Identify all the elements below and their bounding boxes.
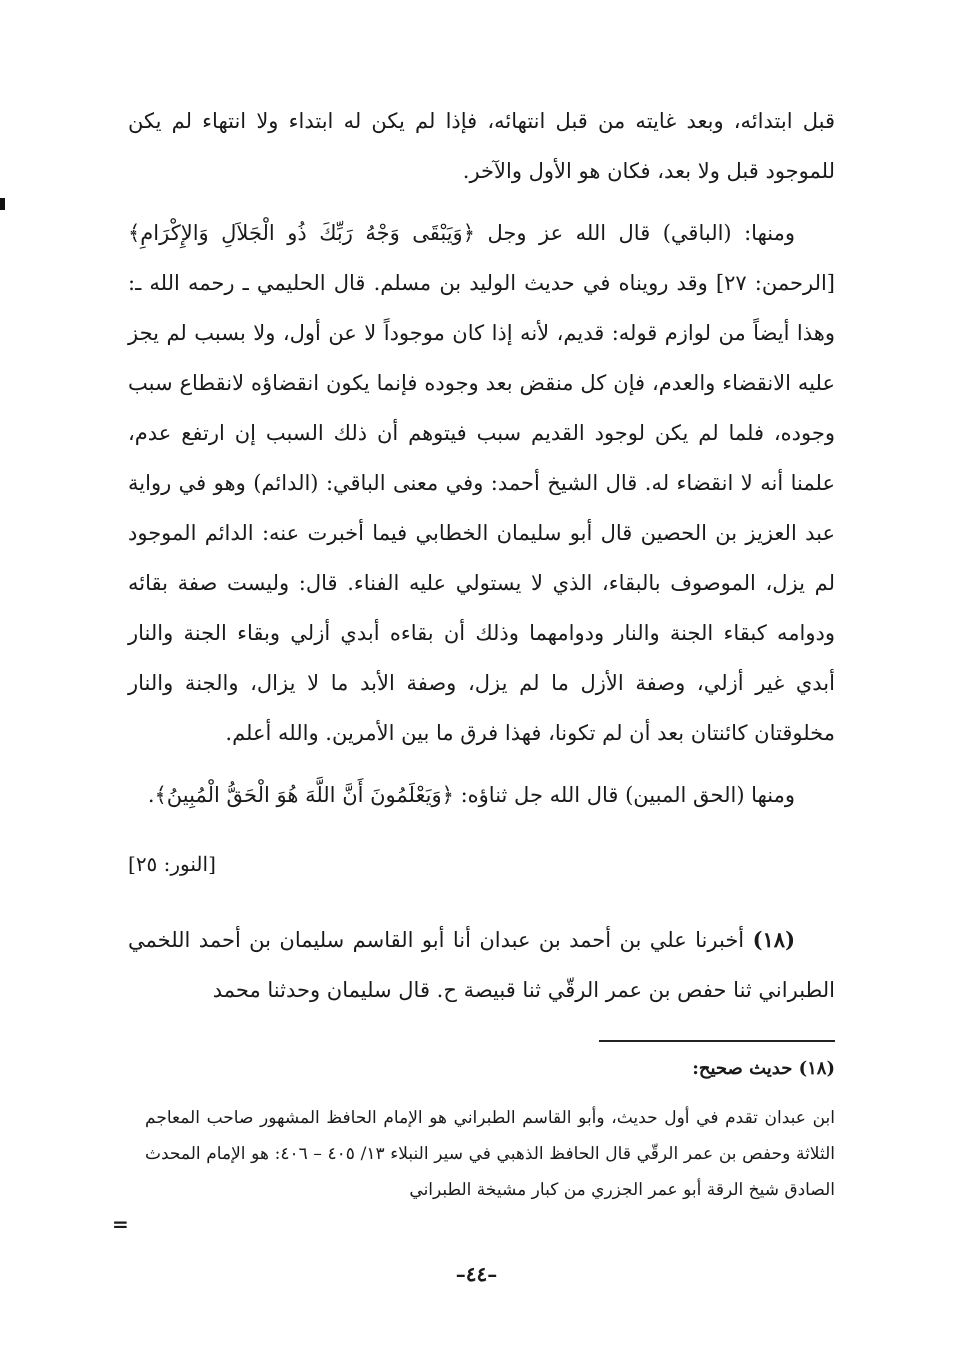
footnote-divider [599, 1040, 835, 1042]
baqi-paragraph: ومنها: (الباقي) قال الله عز وجل ﴿وَيَبْقَى وَجْهُ رَبِّكَ ذُو الْجَلاَلِ وَالإِكْرَامِ﴾ [الرحمن: ٢٧] وقد رويناه في حديث الوليد بن مسلم. قال الحليمي ـ رحمه الله ـ: وهذا أيضاً من لوازم قوله: قديم، لأنه إذا كان موجوداً لا عن أول، ولا بسبب لم يجز عليه الانقضاء والعدم، فإن كل منقض بعد وجوده فإنما يكون انقضاؤه لانقطاع سبب وجوده، فلما لم يكن لوجود القديم سبب فيتوهم أن ذلك السبب إن ارتفع عدم، علمنا أنه لا انقضاء له. قال الشيخ أحمد: وفي معنى الباقي: (الدائم) وهو في رواية عبد العزيز بن الحصين قال أبو سليمان الخطابي فيما أخبرت عنه: الدائم الموجود لم يزل، الموصوف بالبقاء، الذي لا يستولي عليه الفناء. قال: وليست صفة بقائه ودوامه كبقاء الجنة والنار ودوامهما وذلك أن بقاءه أبدي أزلي وبقاء الجنة والنار أبدي غير أزلي، وصفة الأزل ما لم يزل، وصفة الأبد ما لا يزال، والجنة والنار مخلوقتان كائنتان بعد أن لم تكونا، فهذا فرق ما بين الأمرين. والله أعلم. [128, 221, 835, 745]
quran-reference: [النور: ٢٥] [128, 852, 216, 876]
continuation-mark: = [112, 1212, 129, 1236]
intro-paragraph: قبل ابتدائه، وبعد غايته من قبل انتهائه، فإذا لم يكن له ابتداء ولا انتهاء لم يكن للموجود قبل ولا بعد، فكان هو الأول والآخر. [128, 109, 835, 183]
footnote-title: (١٨) حديث صحيح: [692, 1058, 835, 1079]
hadith-block [128, 915, 835, 1015]
hadith-paragraph [128, 915, 835, 1015]
footnote-body [145, 1100, 835, 1208]
haqq-paragraph: ومنها (الحق المبين) قال الله جل ثناؤه: ﴿وَيَعْلَمُونَ أَنَّ اللَّهَ هُوَ الْحَقُّ الْمُبِينُ﴾. [147, 783, 795, 807]
footnote-text: ابن عبدان تقدم في أول حديث، وأبو القاسم الطبراني هو الإمام الحافظ المشهور صاحب المعاجم الثلاثة وحفص بن عمر الرقّي قال الحافظ الذهبي في سير النبلاء ١٣/ ٤٠٥ – ٤٠٦: هو الإمام المحدث الصادق شيخ الرقة أبو عمر الجزري من كبار مشيخة الطبراني [145, 1108, 835, 1200]
page-number: –٤٤– [455, 1262, 498, 1286]
hadith-number: (١٨) [752, 927, 795, 952]
main-text [128, 96, 835, 820]
hadith-text: أخبرنا علي بن أحمد بن عبدان أنا أبو القاسم سليمان بن أحمد اللخمي الطبراني ثنا حفص بن عمر الرقّي ثنا قبيصة ح. قال سليمان وحدثنا محمد [128, 928, 835, 1002]
margin-mark [0, 198, 5, 210]
